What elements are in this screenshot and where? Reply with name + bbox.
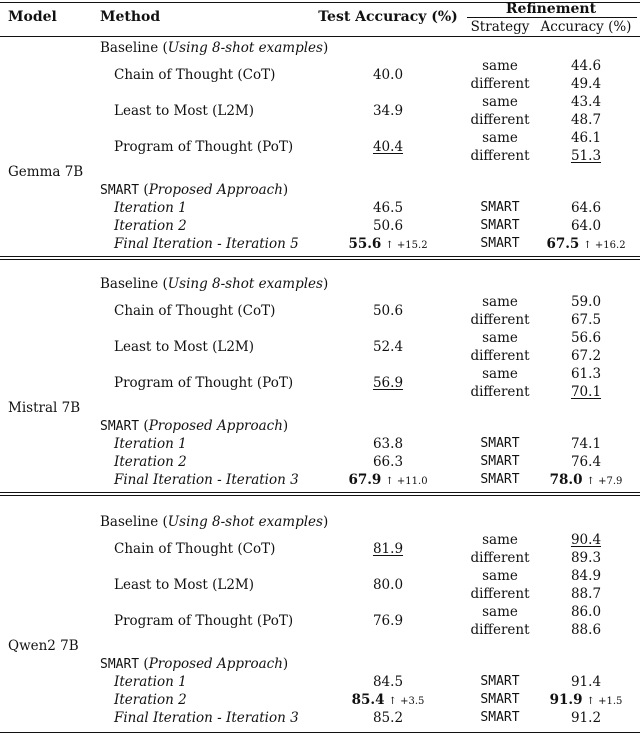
iteration-name: Final Iteration - Iteration 3 xyxy=(114,472,299,488)
strategy-different: different xyxy=(470,148,530,164)
method-name: Least to Most (L2M) xyxy=(114,577,254,593)
iteration-test-accuracy xyxy=(300,472,476,490)
iteration-name: Final Iteration - Iteration 3 xyxy=(114,710,299,726)
iteration-strategy: SMART xyxy=(480,710,520,725)
iteration-acc-value: 91.2 xyxy=(570,710,602,726)
iteration-test-accuracy xyxy=(300,674,476,690)
iteration-name: Iteration 2 xyxy=(114,454,187,470)
strategy-different: different xyxy=(470,112,530,128)
iteration-test-accuracy xyxy=(300,236,476,254)
block-separator xyxy=(0,256,640,257)
iteration-refine-accuracy xyxy=(536,454,636,470)
strategy-different: different xyxy=(470,312,530,328)
iteration-strategy: SMART xyxy=(480,692,520,707)
improvement-delta xyxy=(583,240,625,251)
iteration-acc-value: 64.6 xyxy=(570,200,602,216)
refine-accuracy-different: 67.2 xyxy=(570,348,602,364)
test-accuracy-value: 81.9 xyxy=(372,541,404,557)
iteration-acc-value: 74.1 xyxy=(570,436,602,452)
iteration-test-value: 85.4 xyxy=(351,692,385,708)
iteration-name: Iteration 2 xyxy=(114,692,187,708)
test-accuracy-value: 50.6 xyxy=(372,303,404,319)
block-separator xyxy=(0,259,640,260)
method-name: Chain of Thought (CoT) xyxy=(114,67,276,83)
strategy-different: different xyxy=(470,586,530,602)
block-separator xyxy=(0,495,640,496)
bottom-rule xyxy=(0,732,640,733)
smart-label: SMART xyxy=(100,183,140,198)
strategy-same: same xyxy=(482,604,518,620)
iteration-test-value: 46.5 xyxy=(372,200,404,216)
up-arrow-icon: ↑ xyxy=(586,696,595,707)
refinement-underline xyxy=(467,17,637,18)
improvement-delta xyxy=(587,476,623,487)
baseline-note: Using 8-shot examples xyxy=(167,276,323,292)
smart-note: Proposed Approach xyxy=(148,418,283,434)
baseline-label: Baseline xyxy=(100,276,159,292)
test-accuracy-value: 80.0 xyxy=(372,577,404,593)
test-accuracy-value: 40.0 xyxy=(372,67,404,83)
refine-accuracy-different: 51.3 xyxy=(570,148,602,164)
refine-accuracy-different: 48.7 xyxy=(570,112,602,128)
test-accuracy-value: 56.9 xyxy=(372,375,404,391)
strategy-same: same xyxy=(482,58,518,74)
iteration-name: Iteration 1 xyxy=(114,436,187,452)
iteration-refine-accuracy xyxy=(536,218,636,234)
method-name: Chain of Thought (CoT) xyxy=(114,303,276,319)
header-refinement: Refinement xyxy=(505,1,597,17)
iteration-name: Iteration 2 xyxy=(114,218,187,234)
iteration-acc-value: 91.4 xyxy=(570,674,602,690)
strategy-same: same xyxy=(482,294,518,310)
baseline-heading: Baseline (Using 8-shot examples) xyxy=(100,40,329,56)
refine-accuracy-same: 84.9 xyxy=(570,568,602,584)
smart-heading: SMART (Proposed Approach) xyxy=(100,656,289,672)
refine-accuracy-same: 86.0 xyxy=(570,604,602,620)
baseline-note: Using 8-shot examples xyxy=(167,40,323,56)
test-accuracy-value: 34.9 xyxy=(372,103,404,119)
iteration-test-value: 55.6 xyxy=(348,236,382,252)
header-model: Model xyxy=(8,9,57,25)
smart-heading: SMART (Proposed Approach) xyxy=(100,418,289,434)
refine-accuracy-same: 44.6 xyxy=(570,58,602,74)
up-arrow-icon: ↑ xyxy=(586,476,595,487)
improvement-delta xyxy=(389,696,425,707)
delta-value: +15.2 xyxy=(396,240,428,251)
baseline-label: Baseline xyxy=(100,514,159,530)
iteration-acc-value: 64.0 xyxy=(570,218,602,234)
iteration-strategy: SMART xyxy=(480,472,520,487)
baseline-heading: Baseline (Using 8-shot examples) xyxy=(100,514,329,530)
strategy-same: same xyxy=(482,330,518,346)
refine-accuracy-different: 70.1 xyxy=(570,384,602,400)
iteration-acc-value: 78.0 xyxy=(549,472,583,488)
baseline-note: Using 8-shot examples xyxy=(167,514,323,530)
smart-label: SMART xyxy=(100,657,140,672)
iteration-test-value: 50.6 xyxy=(372,218,404,234)
header-strategy: Strategy xyxy=(470,19,530,35)
smart-label: SMART xyxy=(100,419,140,434)
method-name: Chain of Thought (CoT) xyxy=(114,541,276,557)
method-name: Program of Thought (PoT) xyxy=(114,375,294,391)
up-arrow-icon: ↑ xyxy=(385,476,394,487)
iteration-test-value: 67.9 xyxy=(348,472,382,488)
strategy-different: different xyxy=(470,550,530,566)
refine-accuracy-different: 88.7 xyxy=(570,586,602,602)
iteration-test-accuracy xyxy=(300,200,476,216)
improvement-delta xyxy=(587,696,623,707)
iteration-name: Iteration 1 xyxy=(114,674,187,690)
method-name: Program of Thought (PoT) xyxy=(114,613,294,629)
iteration-refine-accuracy xyxy=(536,200,636,216)
iteration-test-accuracy xyxy=(300,436,476,452)
strategy-different: different xyxy=(470,76,530,92)
smart-heading: SMART (Proposed Approach) xyxy=(100,182,289,198)
iteration-strategy: SMART xyxy=(480,454,520,469)
refine-accuracy-different: 88.6 xyxy=(570,622,602,638)
strategy-same: same xyxy=(482,130,518,146)
iteration-acc-value: 91.9 xyxy=(549,692,583,708)
refine-accuracy-different: 49.4 xyxy=(570,76,602,92)
refine-accuracy-same: 56.6 xyxy=(570,330,602,346)
improvement-delta xyxy=(385,476,427,487)
strategy-same: same xyxy=(482,94,518,110)
header-method: Method xyxy=(100,9,161,25)
up-arrow-icon: ↑ xyxy=(388,696,397,707)
refine-accuracy-different: 67.5 xyxy=(570,312,602,328)
test-accuracy-value: 40.4 xyxy=(372,139,404,155)
iteration-refine-accuracy xyxy=(536,710,636,726)
iteration-test-value: 85.2 xyxy=(372,710,404,726)
refine-accuracy-same: 43.4 xyxy=(570,94,602,110)
model-name: Qwen2 7B xyxy=(8,638,79,654)
iteration-refine-accuracy xyxy=(536,692,636,710)
test-accuracy-value: 76.9 xyxy=(372,613,404,629)
iteration-strategy: SMART xyxy=(480,674,520,689)
iteration-strategy: SMART xyxy=(480,236,520,251)
strategy-same: same xyxy=(482,568,518,584)
iteration-refine-accuracy xyxy=(536,436,636,452)
delta-value: +11.0 xyxy=(396,476,428,487)
header-rule xyxy=(0,36,640,37)
model-name: Gemma 7B xyxy=(8,164,84,180)
method-name: Least to Most (L2M) xyxy=(114,103,254,119)
iteration-test-accuracy xyxy=(300,710,476,726)
block-separator xyxy=(0,492,640,493)
smart-note: Proposed Approach xyxy=(148,182,283,198)
iteration-strategy: SMART xyxy=(480,218,520,233)
strategy-different: different xyxy=(470,384,530,400)
delta-value: +3.5 xyxy=(400,696,425,707)
iteration-refine-accuracy xyxy=(536,236,636,254)
method-name: Least to Most (L2M) xyxy=(114,339,254,355)
iteration-acc-value: 67.5 xyxy=(546,236,580,252)
strategy-different: different xyxy=(470,622,530,638)
model-name: Mistral 7B xyxy=(8,400,81,416)
iteration-test-value: 66.3 xyxy=(372,454,404,470)
up-arrow-icon: ↑ xyxy=(583,240,592,251)
strategy-different: different xyxy=(470,348,530,364)
improvement-delta xyxy=(385,240,427,251)
iteration-strategy: SMART xyxy=(480,436,520,451)
up-arrow-icon: ↑ xyxy=(385,240,394,251)
refine-accuracy-same: 90.4 xyxy=(570,532,602,548)
iteration-test-accuracy xyxy=(300,454,476,470)
baseline-heading: Baseline (Using 8-shot examples) xyxy=(100,276,329,292)
strategy-same: same xyxy=(482,366,518,382)
header-test-accuracy: Test Accuracy (%) xyxy=(318,9,458,25)
iteration-refine-accuracy xyxy=(536,674,636,690)
iteration-name: Final Iteration - Iteration 5 xyxy=(114,236,299,252)
iteration-acc-value: 76.4 xyxy=(570,454,602,470)
method-name: Program of Thought (PoT) xyxy=(114,139,294,155)
iteration-strategy: SMART xyxy=(480,200,520,215)
iteration-test-accuracy xyxy=(300,692,476,710)
test-accuracy-value: 52.4 xyxy=(372,339,404,355)
iteration-refine-accuracy xyxy=(536,472,636,490)
delta-value: +7.9 xyxy=(598,476,623,487)
smart-note: Proposed Approach xyxy=(148,656,283,672)
iteration-test-value: 63.8 xyxy=(372,436,404,452)
iteration-test-value: 84.5 xyxy=(372,674,404,690)
header-accuracy: Accuracy (%) xyxy=(540,19,632,35)
refine-accuracy-same: 61.3 xyxy=(570,366,602,382)
refine-accuracy-same: 59.0 xyxy=(570,294,602,310)
strategy-same: same xyxy=(482,532,518,548)
refine-accuracy-same: 46.1 xyxy=(570,130,602,146)
delta-value: +1.5 xyxy=(598,696,623,707)
iteration-test-accuracy xyxy=(300,218,476,234)
baseline-label: Baseline xyxy=(100,40,159,56)
refine-accuracy-different: 89.3 xyxy=(570,550,602,566)
delta-value: +16.2 xyxy=(594,240,626,251)
iteration-name: Iteration 1 xyxy=(114,200,187,216)
